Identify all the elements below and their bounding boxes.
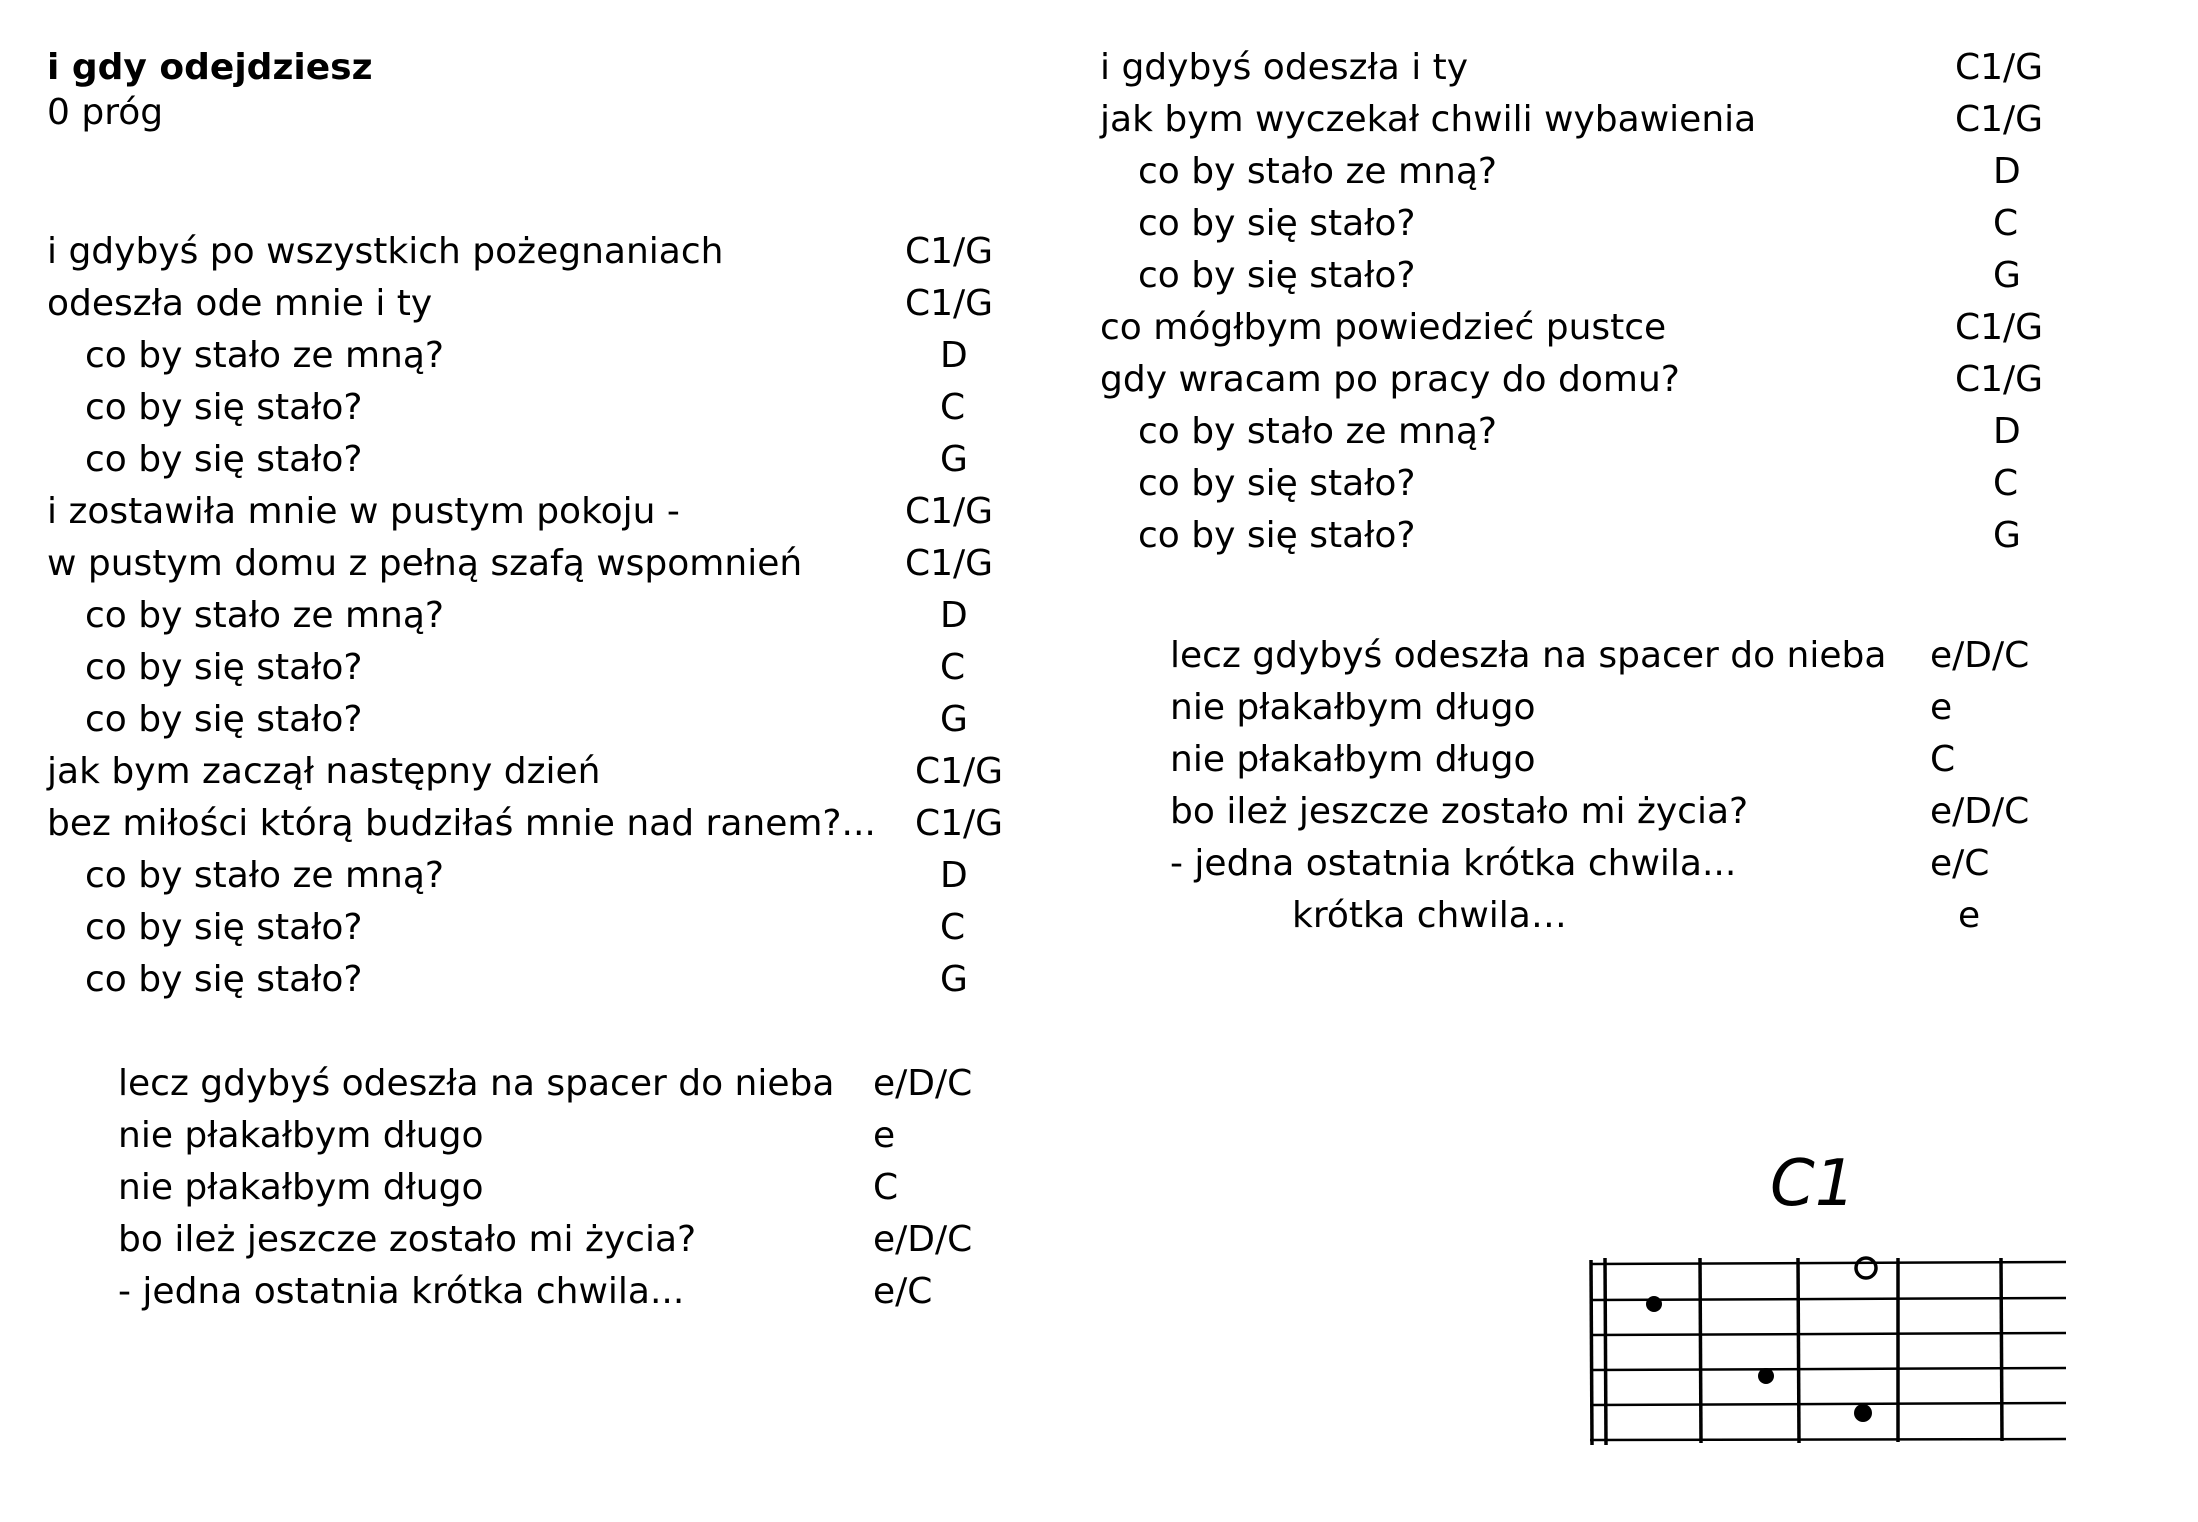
chord-label: D [940, 855, 968, 896]
chord-label: e [873, 1115, 896, 1156]
chord-label: G [1993, 515, 2021, 556]
chord-label: D [1993, 151, 2021, 192]
lyric-text: lecz gdybyś odeszła na spacer do nieba [1170, 635, 1887, 676]
lyric-text: co by stało ze mną? [85, 335, 445, 376]
lyric-text: i gdybyś po wszystkich pożegnaniach [47, 231, 724, 272]
chord-label: C [1993, 203, 2019, 244]
lyric-text: jak bym wyczekał chwili wybawienia [1100, 99, 1757, 140]
chord-label: C1/G [915, 803, 1004, 844]
lyric-text: co by się stało? [1138, 203, 1416, 244]
lyric-text: co by się stało? [85, 907, 363, 948]
chord-label: C [940, 387, 966, 428]
chord-label: e/C [1930, 843, 1990, 884]
chord-label: G [1993, 255, 2021, 296]
chord-label: G [940, 439, 968, 480]
lyric-text: co mógłbym powiedzieć pustce [1100, 307, 1667, 348]
lyric-text: co by stało ze mną? [85, 855, 445, 896]
chord-diagram [1580, 1140, 2080, 1460]
chord-label: C1/G [905, 231, 994, 272]
chord-label: D [1993, 411, 2021, 452]
chord-label: e [1958, 895, 1981, 936]
lyric-text: co by się stało? [1138, 255, 1416, 296]
chord-label: D [940, 335, 968, 376]
chord-label: C1/G [915, 751, 1004, 792]
chord-label: C [940, 907, 966, 948]
fretboard-strings [1590, 1262, 2066, 1440]
lyric-text: - jedna ostatnia krótka chwila... [118, 1271, 685, 1312]
lyric-text: co by się stało? [85, 699, 363, 740]
lyric-text: co by się stało? [85, 387, 363, 428]
chord-label: e [1930, 687, 1953, 728]
chord-label: C1/G [1955, 47, 2044, 88]
lyric-text: co by stało ze mną? [1138, 151, 1498, 192]
lyric-text: bo ileż jeszcze zostało mi życia? [118, 1219, 697, 1260]
lyric-text: lecz gdybyś odeszła na spacer do nieba [118, 1063, 835, 1104]
lyric-text: nie płakałbym długo [1170, 739, 1536, 780]
chord-label: e/D/C [1930, 635, 2030, 676]
chord-label: e/C [873, 1271, 933, 1312]
lyric-text: i gdybyś odeszła i ty [1100, 47, 1469, 88]
chord-label: C1/G [905, 283, 994, 324]
fretboard-frets [1591, 1258, 2002, 1445]
chord-label: D [940, 595, 968, 636]
chord-label: G [940, 959, 968, 1000]
chord-label: C1/G [1955, 359, 2044, 400]
chord-label: C [1993, 463, 2019, 504]
lyric-text: krótka chwila… [1292, 895, 1567, 936]
chord-label: C1/G [1955, 307, 2044, 348]
finger-dot-open [1856, 1258, 1876, 1278]
chord-label: e/D/C [1930, 791, 2030, 832]
lyric-text: nie płakałbym długo [118, 1167, 484, 1208]
lyric-text: bo ileż jeszcze zostało mi życia? [1170, 791, 1749, 832]
finger-positions [1646, 1258, 1876, 1422]
finger-dot [1758, 1368, 1774, 1384]
chord-label: C1/G [1955, 99, 2044, 140]
lyric-text: nie płakałbym długo [118, 1115, 484, 1156]
chord-label: C1/G [905, 543, 994, 584]
song-title: i gdy odejdziesz [47, 47, 373, 88]
chord-diagram-name: C1 [1770, 1147, 1856, 1221]
chord-label: C [1930, 739, 1956, 780]
chord-label: e/D/C [873, 1063, 973, 1104]
lyric-text: bez miłości którą budziłaś mnie nad ranem?... [47, 803, 876, 844]
lyric-text: odeszła ode mnie i ty [47, 283, 433, 324]
lyric-text: jak bym zaczął następny dzień [47, 751, 601, 792]
lyric-text: co by się stało? [85, 647, 363, 688]
chord-label: C1/G [905, 491, 994, 532]
lyric-text: co by stało ze mną? [85, 595, 445, 636]
lyric-text: co by się stało? [1138, 463, 1416, 504]
chord-label: C [873, 1167, 899, 1208]
lyric-text: gdy wracam po pracy do domu? [1100, 359, 1680, 400]
finger-dot [1854, 1404, 1872, 1422]
chord-label: e/D/C [873, 1219, 973, 1260]
lyric-text: co by się stało? [1138, 515, 1416, 556]
lyric-text: i zostawiła mnie w pustym pokoju - [47, 491, 680, 532]
lyric-text: co by się stało? [85, 439, 363, 480]
lyric-text: co by się stało? [85, 959, 363, 1000]
finger-dot [1646, 1296, 1662, 1312]
chord-label: G [940, 699, 968, 740]
lyric-text: w pustym domu z pełną szafą wspomnień [47, 543, 803, 584]
lyric-text: nie płakałbym długo [1170, 687, 1536, 728]
lyric-text: - jedna ostatnia krótka chwila... [1170, 843, 1737, 884]
capo-info: 0 próg [47, 92, 164, 133]
chord-label: C [940, 647, 966, 688]
lyric-text: co by stało ze mną? [1138, 411, 1498, 452]
